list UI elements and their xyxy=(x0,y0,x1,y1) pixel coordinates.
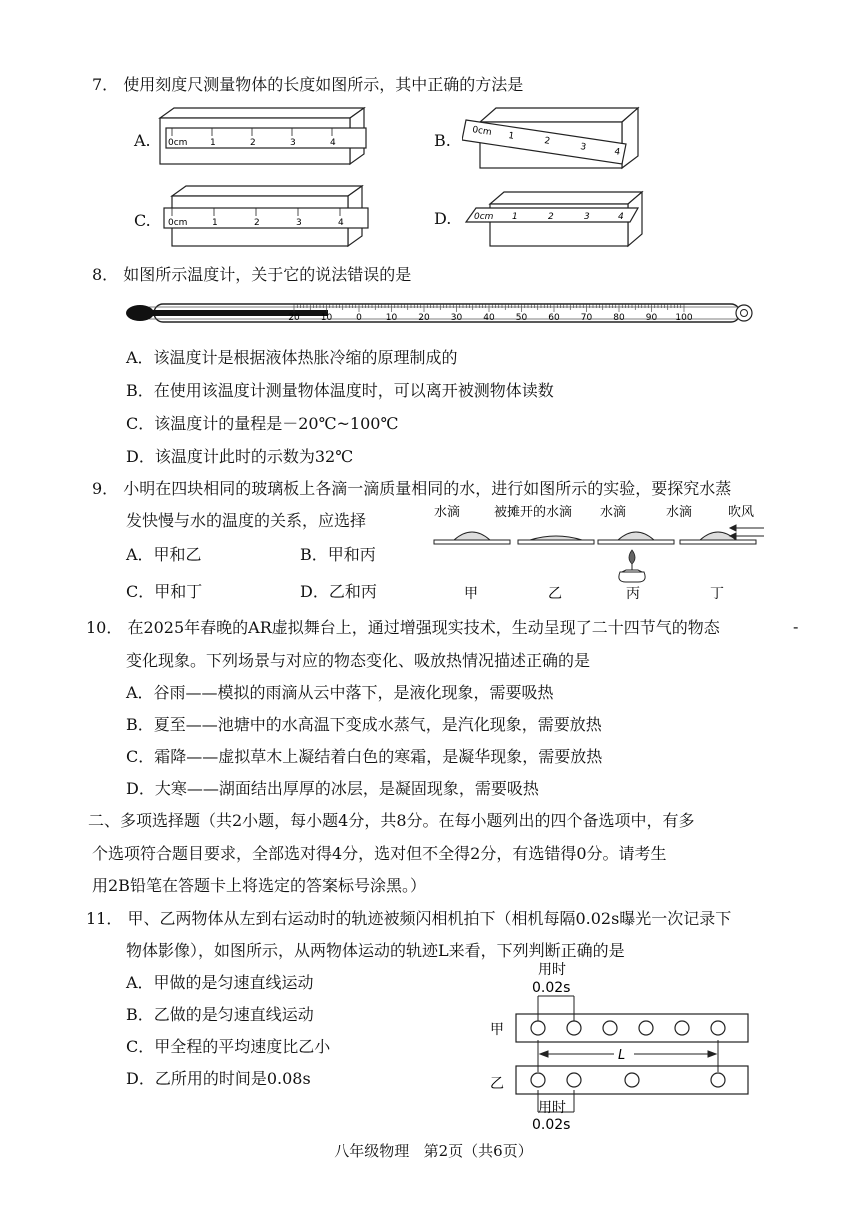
thermometer-scale-label: 90 xyxy=(645,313,658,323)
thermometer-scale-label: 20 xyxy=(288,313,300,323)
q10-option-b: B．夏至——池塘中的水高温下变成水蒸气，是汽化现象，需要放热 xyxy=(126,715,602,734)
q9-stem-line2: 发快慢与水的温度的关系，应选择 xyxy=(126,511,367,530)
q11-option-d: D．乙所用的时间是0.08s xyxy=(126,1069,311,1088)
thermometer-scale-label: 100 xyxy=(675,313,693,323)
thermometer-scale-label: 50 xyxy=(515,313,528,323)
page-footer: 八年级物理 第2页（共6页） xyxy=(334,1142,533,1160)
q11-option-c: C．甲全程的平均速度比乙小 xyxy=(126,1037,331,1056)
q7-label-c: C. xyxy=(134,211,151,230)
thermometer-scale-label: 20 xyxy=(418,313,430,323)
thermometer-scale-label: 30 xyxy=(450,313,463,323)
q7-d-mark-4: 4 xyxy=(618,212,624,222)
q7-b-mark-0: 0cm xyxy=(471,125,493,139)
q7-stem: 7． 使用刻度尺测量物体的长度如图所示，其中正确的方法是 xyxy=(92,75,524,94)
q9-option-c: C．甲和丁 xyxy=(126,582,203,601)
q9-name-yi: 乙 xyxy=(548,586,562,602)
q9-label-drop-1: 水滴 xyxy=(434,505,461,520)
q11-option-b: B．乙做的是匀速直线运动 xyxy=(126,1005,314,1024)
q8-option-a: A．该温度计是根据液体热胀冷缩的原理制成的 xyxy=(126,348,458,367)
q9-option-b: B．甲和丙 xyxy=(300,545,376,564)
q7-d-mark-2: 2 xyxy=(548,212,554,222)
q7-figure-b xyxy=(462,100,662,172)
q7-d-mark-1: 1 xyxy=(512,212,518,222)
q7-a-mark-1: 1 xyxy=(210,138,216,148)
q11-row-yi: 乙 xyxy=(490,1076,504,1092)
q7-a-mark-4: 4 xyxy=(330,138,336,148)
section2-line1: 二、多项选择题（共2小题，每小题4分，共8分。在每小题列出的四个备选项中，有多 xyxy=(88,811,695,830)
q10-margin-mark: - xyxy=(793,617,799,636)
q7-label-d: D. xyxy=(434,209,452,228)
q7-b-mark-4: 4 xyxy=(613,147,621,158)
q7-c-mark-2: 2 xyxy=(254,218,260,228)
q9-figure xyxy=(430,500,770,606)
q9-label-drop-4: 水滴 xyxy=(666,505,693,520)
q8-option-b: B．在使用该温度计测量物体温度时，可以离开被测物体读数 xyxy=(126,381,554,400)
q8-stem: 8． 如图所示温度计，关于它的说法错误的是 xyxy=(92,265,412,284)
q7-label-b: B. xyxy=(434,131,451,150)
q10-stem-line1: 10． 在2025年春晚的AR虚拟舞台上，通过增强现实技术，生动呈现了二十四节气的物态 xyxy=(86,618,720,637)
q11-top-label-2: 0.02s xyxy=(532,980,571,996)
q11-option-a: A．甲做的是匀速直线运动 xyxy=(126,973,314,992)
thermometer-scale-label: 0 xyxy=(356,313,362,323)
thermometer-scale-label: 10 xyxy=(320,313,333,323)
thermometer-scale-label: 80 xyxy=(613,313,625,323)
thermometer-scale-label: 10 xyxy=(385,313,398,323)
q7-a-mark-3: 3 xyxy=(290,138,296,148)
q9-label-wind: 吹风 xyxy=(728,505,755,520)
q9-option-a: A．甲和乙 xyxy=(126,545,202,564)
q7-label-a: A. xyxy=(134,131,151,150)
q9-label-drop-3: 水滴 xyxy=(600,505,627,520)
q11-bottom-label-2: 0.02s xyxy=(532,1117,571,1132)
thermometer-scale-label: 60 xyxy=(548,313,560,323)
q7-b-mark-3: 3 xyxy=(579,142,587,153)
q8-option-c: C．该温度计的量程是－20℃~100℃ xyxy=(126,414,399,433)
q7-figure-d xyxy=(462,186,662,250)
q11-bottom-label-1: 用时 xyxy=(538,1100,566,1116)
q7-d-mark-3: 3 xyxy=(584,212,590,222)
q11-figure xyxy=(486,960,756,1132)
q9-label-spread: 被摊开的水滴 xyxy=(494,505,573,520)
q11-top-label-1: 用时 xyxy=(538,962,566,978)
q9-name-bing: 丙 xyxy=(626,586,640,602)
q10-stem-line2: 变化现象。下列场景与对应的物态变化、吸放热情况描述正确的是 xyxy=(126,651,591,670)
q7-figure-c xyxy=(152,184,382,250)
thermometer-scale-label: 40 xyxy=(483,313,495,323)
q7-a-mark-0: 0cm xyxy=(168,138,188,148)
q7-c-mark-4: 4 xyxy=(338,218,344,228)
q7-d-mark-0: 0cm xyxy=(474,212,494,222)
q7-b-mark-1: 1 xyxy=(507,131,515,142)
q10-option-c: C．霜降——虚拟草木上凝结着白色的寒霜，是凝华现象，需要放热 xyxy=(126,747,603,766)
q7-b-mark-2: 2 xyxy=(543,136,551,147)
q11-stem-line2: 物体影像），如图所示，从两物体运动的轨迹L来看，下列判断正确的是 xyxy=(126,941,625,960)
q11-row-jia: 甲 xyxy=(490,1022,504,1038)
q8-option-d: D．该温度计此时的示数为32℃ xyxy=(126,447,354,466)
q9-option-d: D．乙和丙 xyxy=(300,582,377,601)
q7-figure-a xyxy=(152,106,382,166)
q7-c-mark-3: 3 xyxy=(296,218,302,228)
q7-a-mark-2: 2 xyxy=(250,138,256,148)
thermometer-scale-label: 70 xyxy=(580,313,593,323)
q11-length-label: L xyxy=(618,1048,626,1063)
q7-c-mark-1: 1 xyxy=(212,218,218,228)
q7-c-mark-0: 0cm xyxy=(168,218,188,228)
q10-option-a: A．谷雨——模拟的雨滴从云中落下，是液化现象，需要吸热 xyxy=(126,683,554,702)
q9-stem-line1: 9． 小明在四块相同的玻璃板上各滴一滴质量相同的水，进行如图所示的实验，要探究水蒸 xyxy=(92,479,732,498)
q8-thermometer xyxy=(124,298,760,328)
q10-option-d: D．大寒——湖面结出厚厚的冰层，是凝固现象，需要吸热 xyxy=(126,779,539,798)
section2-line3: 用2B铅笔在答题卡上将选定的答案标号涂黑。） xyxy=(92,876,426,895)
q9-name-jia: 甲 xyxy=(464,586,478,602)
section2-line2: 个选项符合题目要求，全部选对得4分，选对但不全得2分，有选错得0分。请考生 xyxy=(92,844,667,863)
q9-name-ding: 丁 xyxy=(710,586,724,602)
q11-stem-line1: 11． 甲、乙两物体从左到右运动时的轨迹被频闪相机拍下（相机每隔0.02s曝光一次记录下 xyxy=(86,909,732,928)
